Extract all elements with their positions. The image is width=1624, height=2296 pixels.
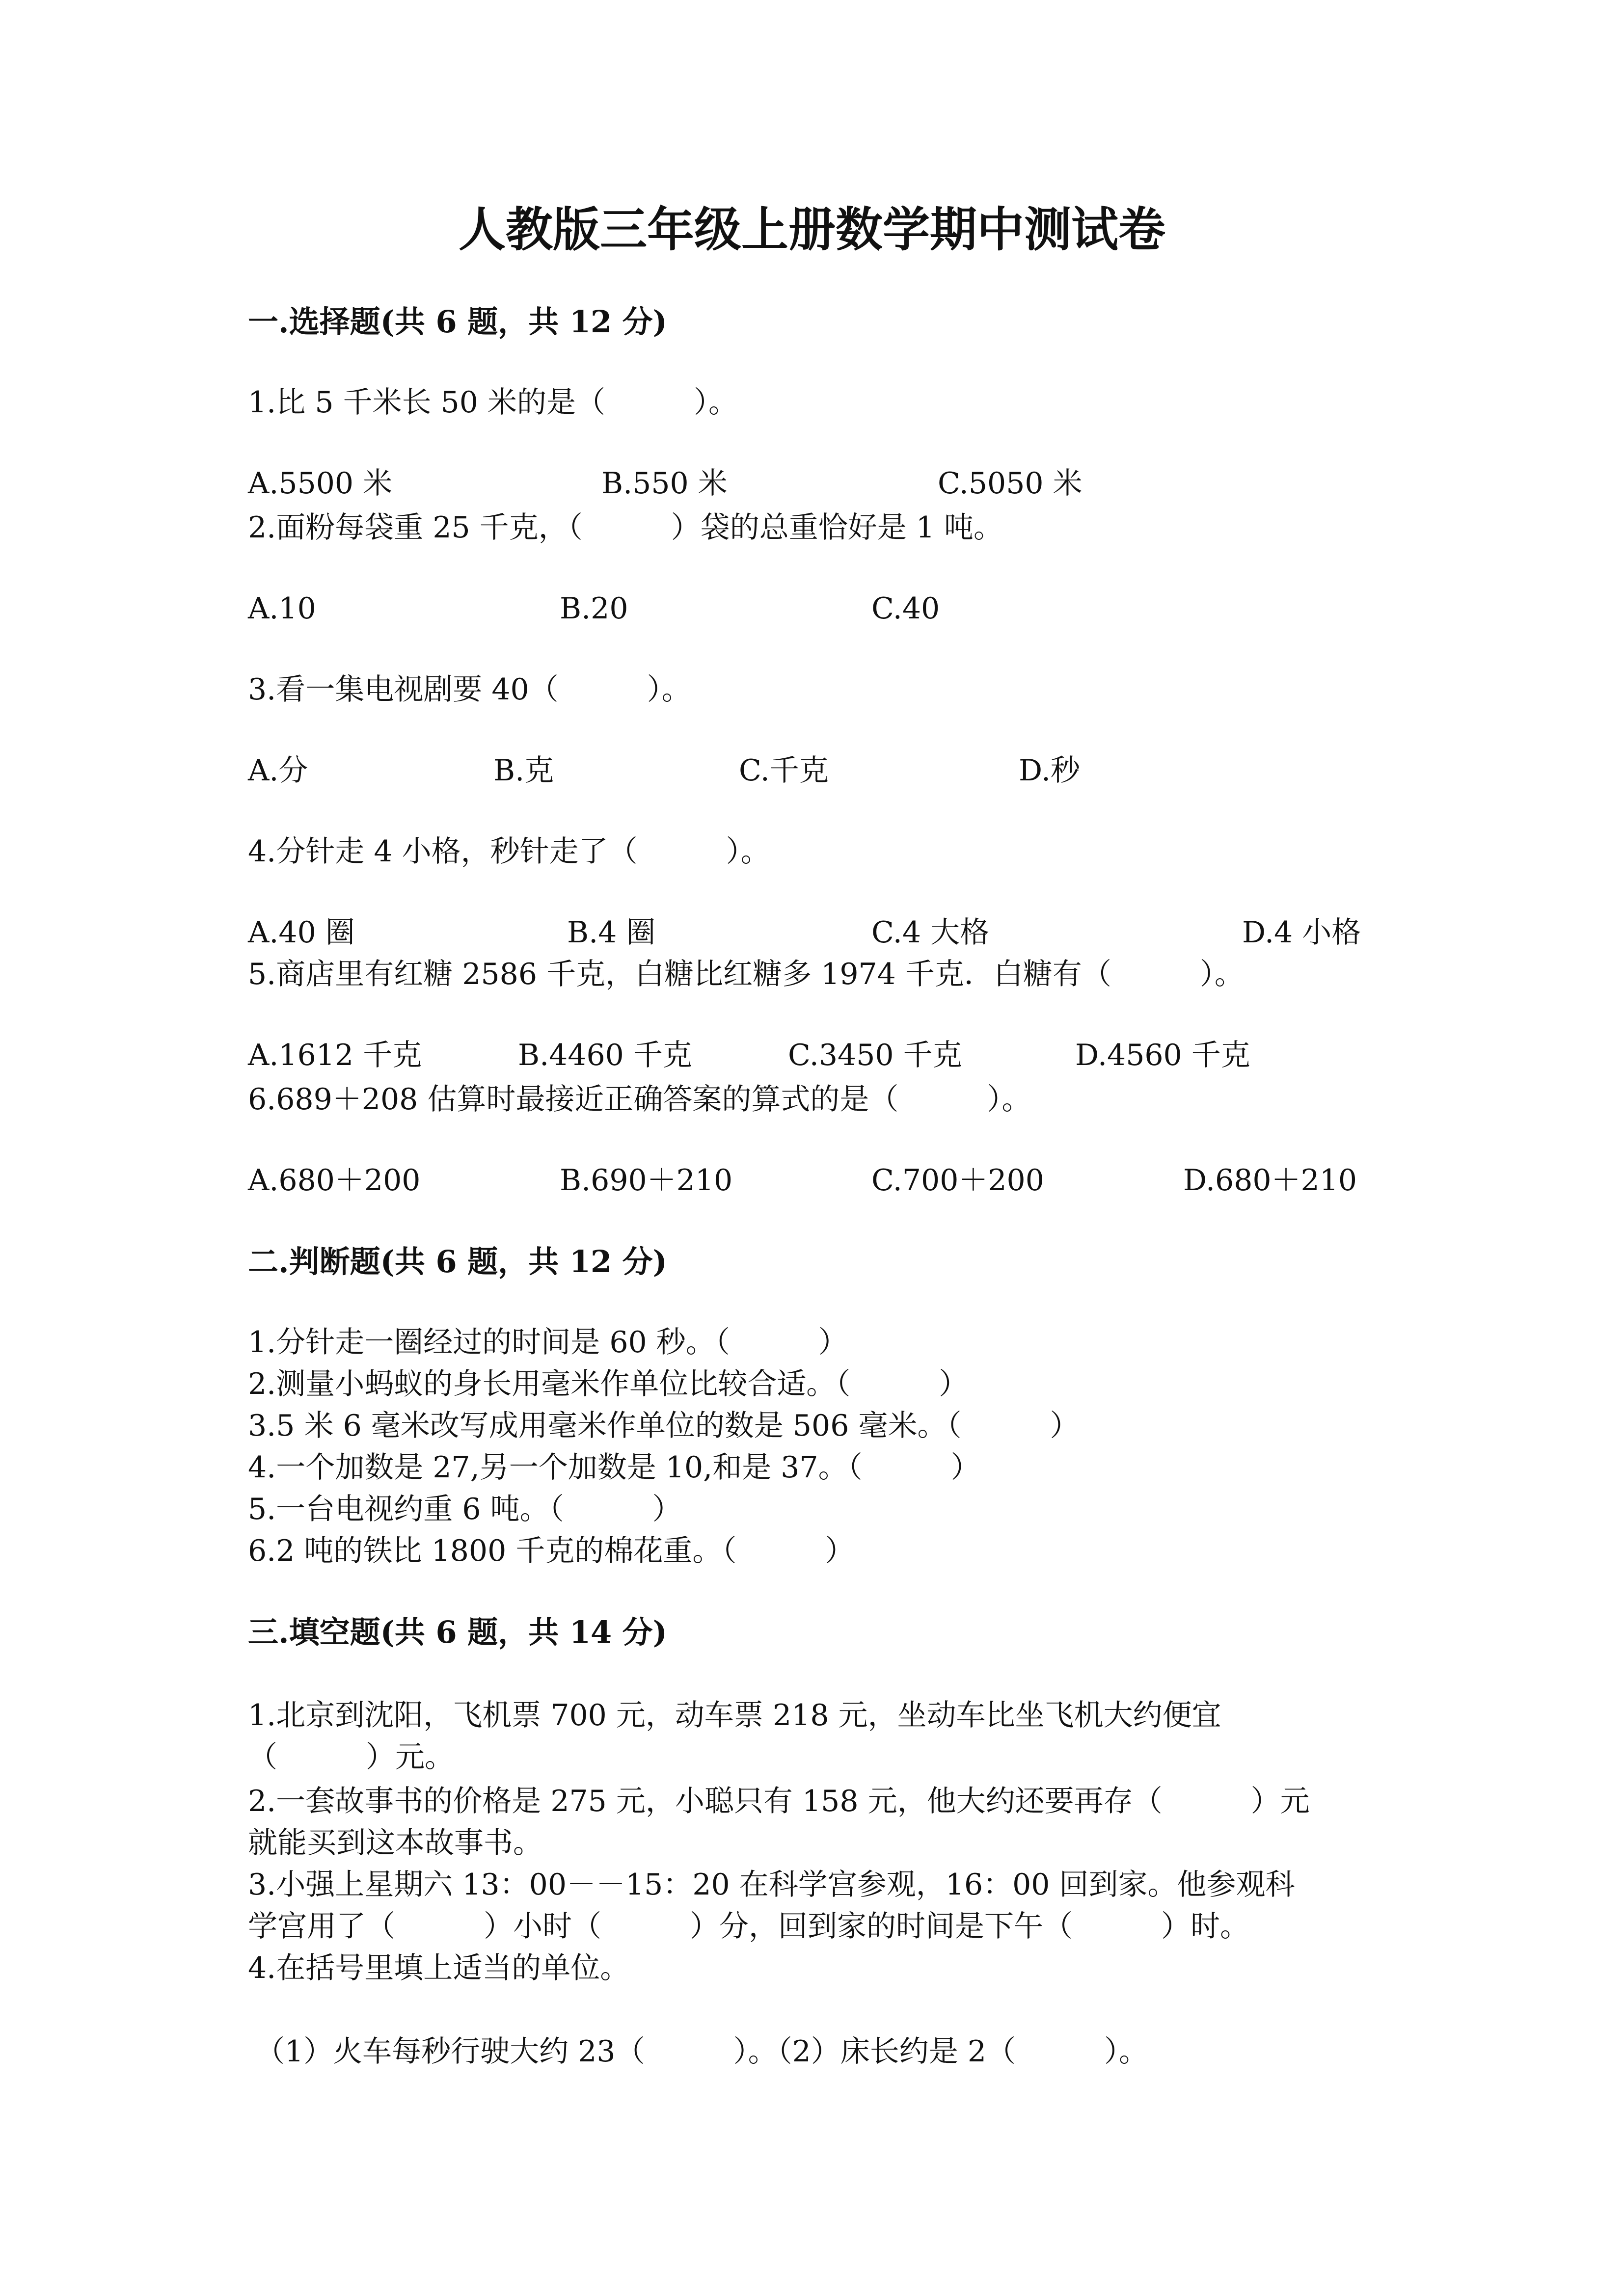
- statement: 5.一台电视约重 6 吨。（ ）: [248, 1492, 682, 1526]
- option: D.4 小格: [1242, 915, 1361, 950]
- option: A.680＋200: [248, 1163, 421, 1198]
- fill-line: 3.小强上星期六 13：00－－15：20 在科学宫参观，16：00 回到家。他参观科: [248, 1868, 1295, 1902]
- option: B.20: [560, 591, 628, 626]
- statement: 2.测量小蚂蚁的身长用毫米作单位比较合适。（ ）: [248, 1367, 969, 1401]
- statement: 1.分针走一圈经过的时间是 60 秒。（ ）: [248, 1325, 848, 1360]
- option: C.5050 米: [938, 466, 1083, 501]
- option: C.4 大格: [871, 915, 990, 950]
- fill-line: 2.一套故事书的价格是 275 元，小聪只有 158 元，他大约还要再存（ ）元: [248, 1784, 1310, 1818]
- option: A.5500 米: [248, 466, 393, 501]
- statement: 4.一个加数是 27,另一个加数是 10,和是 37。（ ）: [248, 1450, 980, 1485]
- question-text: 1.比 5 千米长 50 米的是（ ）。: [248, 385, 738, 420]
- option: D.680＋210: [1183, 1163, 1357, 1198]
- fill-line: 就能买到这本故事书。: [248, 1826, 542, 1860]
- fill-line: 学宫用了（ ）小时（ ）分，回到家的时间是下午（ ）时。: [248, 1909, 1249, 1944]
- page-title: 人教版三年级上册数学期中测试卷: [459, 202, 1165, 257]
- option: B.4 圈: [567, 915, 656, 950]
- question-text: 3.看一集电视剧要 40（ ）。: [248, 672, 691, 707]
- option: B.克: [493, 753, 554, 788]
- section-heading-judgement: 二.判断题(共 6 题，共 12 分): [248, 1244, 668, 1280]
- option: C.千克: [739, 753, 829, 788]
- statement: 6.2 吨的铁比 1800 千克的棉花重。（ ）: [248, 1534, 855, 1568]
- question-text: 5.商店里有红糖 2586 千克，白糖比红糖多 1974 千克．白糖有（ ）。: [248, 957, 1244, 991]
- fill-line: （1）火车每秒行驶大约 23（ ）。（2）床长约是 2（ ）。: [255, 2034, 1149, 2069]
- question-text: 2.面粉每袋重 25 千克，（ ）袋的总重恰好是 1 吨。: [248, 510, 1003, 545]
- option: B.550 米: [601, 466, 728, 501]
- section-heading-fill-blank: 三.填空题(共 6 题，共 14 分): [248, 1614, 668, 1650]
- question-text: 6.689＋208 估算时最接近正确答案的算式的是（ ）。: [248, 1082, 1031, 1117]
- option: C.3450 千克: [788, 1038, 962, 1072]
- option: A.10: [248, 591, 316, 626]
- option: C.700＋200: [871, 1163, 1044, 1198]
- fill-line: （ ）元。: [248, 1740, 454, 1774]
- fill-line: 4.在括号里填上适当的单位。: [248, 1951, 630, 1985]
- option: B.4460 千克: [518, 1038, 692, 1072]
- section-heading-choice: 一.选择题(共 6 题，共 12 分): [248, 304, 668, 340]
- statement: 3.5 米 6 毫米改写成用毫米作单位的数是 506 毫米。（ ）: [248, 1409, 1080, 1443]
- question-text: 4.分针走 4 小格，秒针走了（ ）。: [248, 834, 770, 869]
- option: A.分: [248, 753, 308, 788]
- option: A.40 圈: [248, 915, 355, 950]
- option: D.4560 千克: [1075, 1038, 1250, 1072]
- option: B.690＋210: [560, 1163, 733, 1198]
- fill-line: 1.北京到沈阳，飞机票 700 元，动车票 218 元，坐动车比坐飞机大约便宜: [248, 1698, 1221, 1733]
- option: A.1612 千克: [248, 1038, 422, 1072]
- option: D.秒: [1019, 753, 1081, 788]
- option: C.40: [871, 591, 940, 626]
